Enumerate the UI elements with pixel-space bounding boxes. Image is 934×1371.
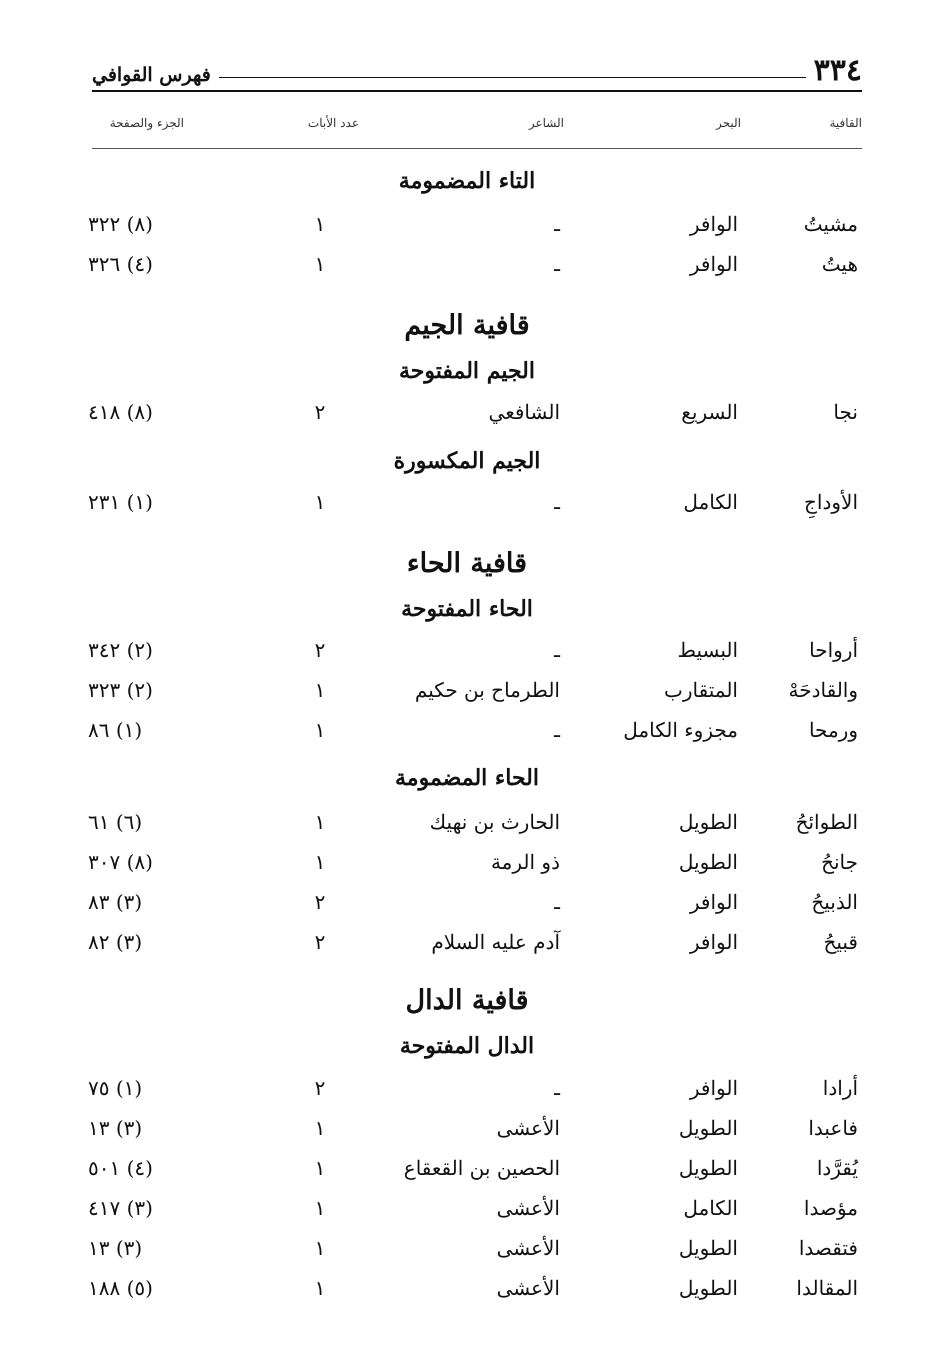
rhyme-cell: قبيحُ — [823, 930, 858, 954]
poet-cell: ذو الرمة — [490, 850, 560, 874]
verse-count-cell: ١ — [314, 1276, 326, 1300]
verse-count-cell: ١ — [314, 212, 326, 236]
volume-page-cell: (٨) ٣٢٢ — [88, 212, 153, 236]
meter-cell: الوافر — [689, 252, 738, 276]
meter-cell: الوافر — [689, 212, 738, 236]
table-row — [0, 850, 934, 886]
rhyme-cell: هيتُ — [821, 252, 858, 276]
column-headers — [0, 116, 934, 140]
rhyme-cell: والقادحَهْ — [788, 678, 858, 702]
section-heading: قافية الجيم — [404, 310, 530, 341]
meter-cell: الطويل — [678, 1116, 738, 1140]
section-heading: الجيم المكسورة — [393, 448, 541, 474]
table-row — [0, 490, 934, 526]
meter-cell: المتقارب — [664, 678, 738, 702]
poet-cell: ـ — [554, 252, 560, 276]
rhyme-cell: ورمحا — [808, 718, 858, 742]
meter-cell: الطويل — [678, 850, 738, 874]
section-heading: الحاء المضمومة — [395, 765, 539, 791]
rhyme-cell: الأوداجِ — [804, 490, 858, 514]
volume-page-cell: (٣) ٨٣ — [88, 890, 143, 914]
table-row — [0, 1156, 934, 1192]
volume-page-cell: (٨) ٣٠٧ — [88, 850, 153, 874]
column-header-meter: البحر — [716, 116, 741, 130]
section-heading: التاء المضمومة — [398, 168, 536, 194]
volume-page-cell: (٤) ٣٢٦ — [88, 252, 153, 276]
poet-cell: ـ — [554, 890, 560, 914]
volume-page-cell: (٣) ٨٢ — [88, 930, 143, 954]
header-rule — [219, 77, 806, 78]
table-row — [0, 400, 934, 436]
header-divider — [92, 90, 862, 92]
volume-page-cell: (٢) ٣٤٢ — [88, 638, 153, 662]
verse-count-cell: ١ — [314, 1236, 326, 1260]
rhyme-cell: مؤصدا — [803, 1196, 858, 1220]
table-row — [0, 1196, 934, 1232]
meter-cell: الوافر — [689, 930, 738, 954]
verse-count-cell: ٢ — [314, 1076, 326, 1100]
meter-cell: الطويل — [678, 1276, 738, 1300]
volume-page-cell: (٣) ٤١٧ — [88, 1196, 153, 1220]
volume-page-cell: (٤) ٥٠١ — [88, 1156, 153, 1180]
rhyme-cell: يُقرَّدا — [816, 1156, 858, 1180]
poet-cell: الأعشى — [496, 1276, 560, 1300]
poet-cell: الحارث بن نهيك — [429, 810, 560, 834]
table-row — [0, 1076, 934, 1112]
poet-cell: الحصين بن القعقاع — [403, 1156, 560, 1180]
section-heading: قافية الدال — [405, 985, 529, 1016]
verse-count-cell: ٢ — [314, 890, 326, 914]
rhyme-cell: الذبيحُ — [811, 890, 858, 914]
poet-cell: الطرماح بن حكيم — [414, 678, 560, 702]
meter-cell: مجزوء الكامل — [623, 718, 738, 742]
meter-cell: البسيط — [677, 638, 738, 662]
meter-cell: الكامل — [683, 490, 738, 514]
verse-count-cell: ١ — [314, 490, 326, 514]
volume-page-cell: (١) ٨٦ — [88, 718, 143, 742]
meter-cell: الوافر — [689, 1076, 738, 1100]
verse-count-cell: ٢ — [314, 400, 326, 424]
verse-count-cell: ٢ — [314, 638, 326, 662]
running-header — [92, 52, 862, 86]
rhyme-cell: أرواحا — [809, 638, 858, 662]
table-row — [0, 678, 934, 714]
section-heading: الدال المفتوحة — [399, 1033, 535, 1059]
meter-cell: الكامل — [683, 1196, 738, 1220]
section-heading: قافية الحاء — [406, 548, 528, 579]
table-row — [0, 638, 934, 674]
volume-page-cell: (٣) ١٣ — [88, 1116, 143, 1140]
volume-page-cell: (٥) ١٨٨ — [88, 1276, 153, 1300]
section-heading: الجيم المفتوحة — [398, 358, 536, 384]
meter-cell: الطويل — [678, 810, 738, 834]
poet-cell: ـ — [554, 1076, 560, 1100]
rhyme-cell: مشيتُ — [803, 212, 858, 236]
table-row — [0, 1116, 934, 1152]
table-row — [0, 890, 934, 926]
section-heading: الحاء المفتوحة — [401, 596, 533, 622]
meter-cell: الوافر — [689, 890, 738, 914]
poet-cell: الشافعي — [488, 400, 560, 424]
meter-cell: الطويل — [678, 1236, 738, 1260]
verse-count-cell: ١ — [314, 850, 326, 874]
table-row — [0, 930, 934, 966]
rhyme-cell: فاعبدا — [808, 1116, 858, 1140]
running-title: فهرس القوافي — [92, 64, 211, 86]
volume-page-cell: (٢) ٣٢٣ — [88, 678, 153, 702]
volume-page-cell: (٣) ١٣ — [88, 1236, 143, 1260]
volume-page-cell: (٨) ٤١٨ — [88, 400, 153, 424]
volume-page-cell: (١) ٧٥ — [88, 1076, 143, 1100]
meter-cell: الطويل — [678, 1156, 738, 1180]
table-row — [0, 252, 934, 288]
rhyme-cell: أرادا — [822, 1076, 858, 1100]
poet-cell: ـ — [554, 490, 560, 514]
column-header-rhyme: القافية — [829, 116, 862, 130]
poet-cell: الأعشى — [496, 1196, 560, 1220]
table-row — [0, 810, 934, 846]
column-header-divider — [92, 148, 862, 149]
poet-cell: آدم عليه السلام — [431, 930, 560, 954]
rhyme-cell: نجا — [833, 400, 858, 424]
table-row — [0, 212, 934, 248]
verse-count-cell: ١ — [314, 810, 326, 834]
poet-cell: الأعشى — [496, 1116, 560, 1140]
column-header-poet: الشاعر — [528, 116, 564, 130]
poet-cell: ـ — [554, 718, 560, 742]
verse-count-cell: ١ — [314, 1156, 326, 1180]
page-number: ٣٣٤ — [813, 53, 862, 88]
poet-cell: ـ — [554, 638, 560, 662]
table-row — [0, 1236, 934, 1272]
table-row — [0, 718, 934, 754]
meter-cell: السريع — [681, 400, 738, 424]
volume-page-cell: (٦) ٦١ — [88, 810, 143, 834]
table-row — [0, 1276, 934, 1312]
verse-count-cell: ١ — [314, 1116, 326, 1140]
verse-count-cell: ١ — [314, 252, 326, 276]
rhyme-cell: المقالدا — [796, 1276, 858, 1300]
poet-cell: الأعشى — [496, 1236, 560, 1260]
verse-count-cell: ١ — [314, 678, 326, 702]
poet-cell: ـ — [554, 212, 560, 236]
column-header-volume-page: الجزء والصفحة — [109, 116, 184, 130]
column-header-verse-count: عدد الأبات — [307, 116, 359, 130]
volume-page-cell: (١) ٢٣١ — [88, 490, 153, 514]
verse-count-cell: ١ — [314, 1196, 326, 1220]
rhyme-cell: جانحُ — [821, 850, 858, 874]
verse-count-cell: ٢ — [314, 930, 326, 954]
rhyme-cell: الطوائحُ — [795, 810, 858, 834]
verse-count-cell: ١ — [314, 718, 326, 742]
rhyme-cell: فتقصدا — [798, 1236, 858, 1260]
